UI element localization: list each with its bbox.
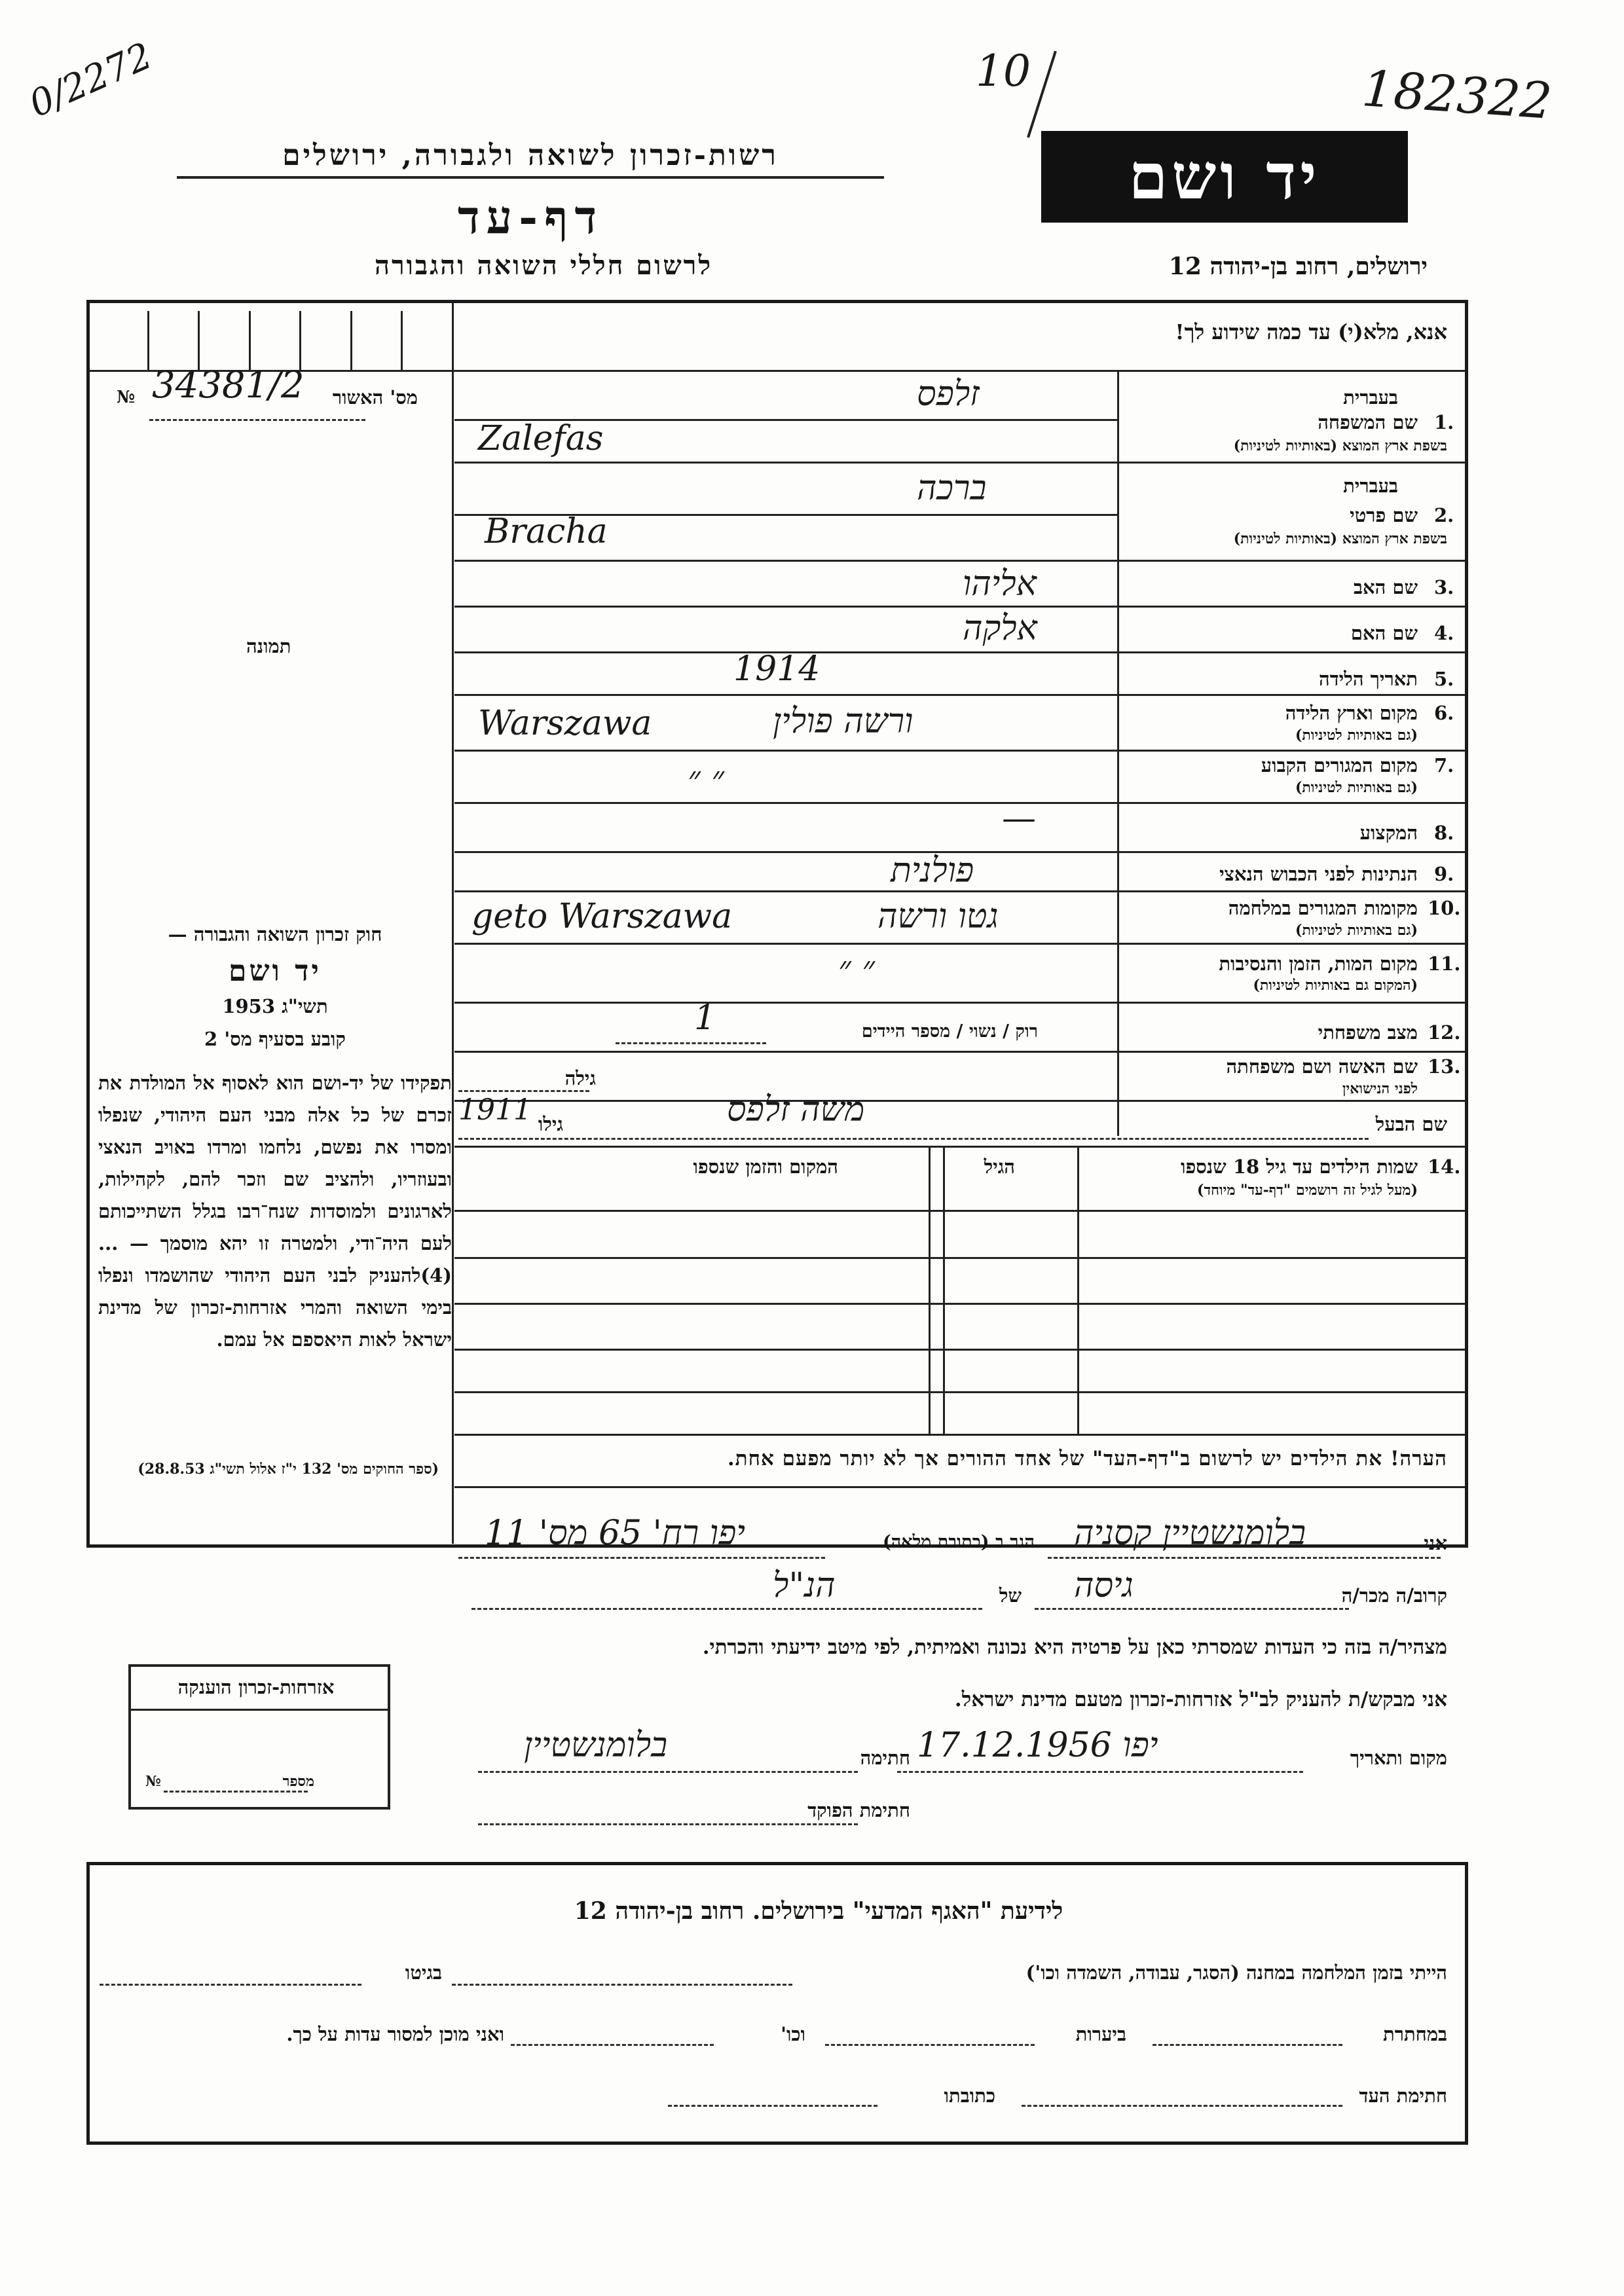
field11-value[interactable]: ״ ״ [838, 949, 876, 989]
field13-label: שם האשה ושם משפחתה [1226, 1055, 1418, 1078]
field3-line [454, 606, 1466, 608]
bottom-line2-dots-b [825, 2044, 1035, 2046]
law-year: תשי"ג 1953 [222, 995, 328, 1017]
field13-age-label: גילה [564, 1067, 596, 1089]
field10-sub: (גם באותיות לטיניות) [1295, 922, 1418, 939]
field4-label: שם האם [1350, 622, 1418, 644]
field2-line-latin [454, 560, 1117, 562]
field1-value-latin[interactable]: Zalefas [478, 419, 604, 458]
slash-mark [1022, 46, 1061, 144]
declarant-name[interactable]: בלומנשטיין קסניה [1074, 1514, 1306, 1553]
field11-line [454, 1002, 1466, 1004]
field13-husband-bottom [454, 1146, 1466, 1148]
husband-label: שם הבעל [1375, 1113, 1447, 1135]
field11-label: מקום המות, הזמן והנסיבות [1219, 953, 1418, 975]
row-sep-2 [1117, 560, 1466, 562]
approval-label: מס' האשור [332, 386, 418, 409]
bottom-line2-b: ביערות [1075, 2023, 1126, 2045]
field7-label: מקום המגורים הקבוע [1261, 754, 1418, 776]
bottom-line3-dots-b [668, 2105, 877, 2107]
field10-label: מקומות המגורים במלחמה [1228, 897, 1418, 919]
place-date-line [897, 1771, 1303, 1773]
field12-label: מצב משפחתי [1318, 1021, 1418, 1044]
bottom-line1-a: הייתי בזמן המלחמה במחנה (הסגר, עבודה, השמדה וכו') [1025, 1961, 1447, 1984]
citizenship-no-mark: № [145, 1773, 161, 1790]
children-col-sep-1 [1077, 1146, 1079, 1434]
field6-value-hebrew[interactable]: ורשה פולין [773, 702, 913, 741]
field13-line [454, 1100, 1466, 1102]
field9-num: 9. [1434, 863, 1454, 885]
field12-status-options: רוק / נשוי / מספר היידים [861, 1021, 1038, 1042]
field3-num: 3. [1434, 576, 1454, 598]
field7-num: 7. [1434, 754, 1454, 776]
citizenship-title-line [131, 1709, 388, 1711]
law-source: (ספר החוקים מס' 132 י"ז אלול תשי"ג 28.8.53) [138, 1461, 439, 1478]
field2-hebrew-tag: בעברית [1343, 475, 1398, 497]
bottom-line3-a: חתימת העד [1359, 2085, 1447, 2107]
office-cells [98, 311, 452, 370]
field1-num: 1. [1434, 411, 1454, 433]
field12-num: 12. [1428, 1021, 1461, 1044]
declarant-ani: אני [1424, 1532, 1447, 1554]
authority-name: רשות-זכרון לשואה ולגבורה, ירושלים [177, 139, 884, 179]
children-note: הערה! את הילדים יש לרשום ב"דף-העד" של אחד ההורים אך לא יותר מפעם אחת. [727, 1447, 1447, 1470]
bottom-line1-dots-b [100, 1984, 361, 1986]
field14-label: שמות הילדים עד גיל 18 שנספו [1181, 1156, 1418, 1178]
children-col-sep-2 [943, 1146, 945, 1434]
row-sep-1 [1117, 462, 1466, 464]
citizenship-title: אזרחות-זכרון הוענקה [177, 1676, 335, 1698]
officer-signature-line [478, 1823, 858, 1825]
field1-sub: בשפת ארץ המוצא (באותיות לטיניות) [1233, 437, 1447, 454]
header-address: ירושלים, רחוב בן-יהודה 12 [1168, 253, 1428, 280]
field13-sub: לפני הנישואין [1342, 1080, 1418, 1097]
field4-value[interactable]: אלקה [963, 609, 1037, 648]
field2-value-latin[interactable]: Bracha [485, 512, 608, 551]
page-title: דף-עד [457, 190, 604, 244]
husband-age-value[interactable]: 1911 [458, 1093, 532, 1127]
field14-sub: (מעל לגיל זה רושמים "דף-עד" מיוחד) [1197, 1182, 1418, 1199]
form-intro: אנא, מלא(י) עד כמה שידוע לך! [1175, 319, 1447, 344]
children-col-sep-3 [929, 1146, 931, 1434]
field12-line [454, 1051, 1466, 1053]
field12-children-count[interactable]: 1 [694, 998, 716, 1038]
place-date-value[interactable]: יפו 17.12.1956 [917, 1726, 1158, 1765]
field6-num: 6. [1434, 702, 1454, 724]
field9-label: הנתינות לפני הכבוש הנאצי [1219, 863, 1418, 885]
law-org: יד ושם [229, 955, 322, 988]
children-table-bottom [454, 1434, 1466, 1436]
bottom-title: לידיעת "האגף המדעי" בירושלים. רחוב בן-יהודה 12 [574, 1897, 1063, 1925]
left-column-divider [452, 302, 454, 1544]
signature-value[interactable]: בלומנשטיין [524, 1726, 668, 1765]
field7-sub: (גם באותיות לטיניות) [1295, 779, 1418, 796]
archive-annotation-top-left: 0/2272 [23, 34, 158, 126]
relative-value[interactable]: גיסה [1074, 1566, 1134, 1605]
husband-age-label: גילו [538, 1113, 563, 1135]
declaration-text: מצהיר/ה בזה כי העדות שמסרתי כאן על פרטיה היא נכונה ואמיתית, לפי מיטב ידיעתי והכרתי. [702, 1635, 1447, 1659]
bottom-line1-b: בגיטו [405, 1961, 442, 1984]
field11-num: 11. [1428, 953, 1461, 975]
of-value[interactable]: הנ"ל [773, 1566, 836, 1605]
declarant-living-label: הגר ב (כתובת מלאה) [882, 1532, 1035, 1552]
husband-dotline [458, 1138, 1369, 1140]
children-row-4 [454, 1391, 1466, 1393]
field4-num: 4. [1434, 622, 1454, 644]
field10-value-hebrew[interactable]: גטו ורשה [877, 897, 999, 936]
citizenship-no-label: מספר [282, 1773, 314, 1790]
field6-label: מקום וארץ הלידה [1285, 702, 1418, 724]
bottom-line3-b: כתובתו [944, 2085, 995, 2107]
bottom-line2-dots-c [511, 2044, 714, 2046]
field10-num: 10. [1428, 897, 1461, 919]
field5-value[interactable]: 1914 [733, 649, 821, 689]
archive-annotation-top-right: 182322 [1360, 58, 1554, 131]
field4-line [454, 651, 1466, 653]
field6-line [454, 750, 1466, 752]
archive-annotation-top-mid: 10 [976, 46, 1031, 96]
note-bottom-line [454, 1486, 1466, 1488]
field2-value-hebrew[interactable]: ברכה [917, 469, 987, 508]
law-title: חוק זכרון השואה והגבורה — [168, 923, 382, 945]
place-date-label: מקום ותאריך [1350, 1747, 1447, 1769]
declarant-address-line [458, 1557, 825, 1559]
approval-number: 34381/2 [152, 364, 304, 407]
of-label: של [999, 1584, 1022, 1607]
law-body: תפקידו של יד-ושם הוא לאסוף אל המולדת את זכרם של כל אלה מבני העם היהודי, שנפלו ומסרו את נפשם, נלחמו ומרדו באויב הנאצי ובעוזריו, ולהציב שם וזכר להם, לקהילות, לארגונים ולמוסדות שנח־רבו בגלל השתייכותם לעם היה־ודי, ולמטרה זו יהא מוסמך — ...(4)להעניק לבני העם היהודי שהושמדו ונפלו בימי השואה והמרי אזרחות-זכרון של מדינת ישראל לאות היאספם אל עמם. [98, 1072, 452, 1351]
field10-line [454, 943, 1466, 945]
children-row-2 [454, 1303, 1466, 1305]
field13-age-dotline [458, 1090, 589, 1092]
field14-num: 14. [1428, 1156, 1461, 1178]
field1-value-hebrew[interactable]: זלפס [917, 374, 980, 414]
field9-line [454, 890, 1466, 892]
field8-value[interactable]: — [1002, 799, 1036, 838]
field8-label: המקצוע [1359, 822, 1418, 844]
field3-value[interactable]: אליהו [963, 564, 1037, 604]
field7-value[interactable]: ״ ״ [688, 759, 725, 799]
field6-value-latin[interactable]: Warszawa [478, 704, 652, 743]
citizenship-no-line [164, 1791, 308, 1793]
relative-line [1035, 1608, 1349, 1610]
yad-vashem-logo: יד ושם [1041, 131, 1408, 223]
approval-line [149, 419, 365, 421]
field2-num: 2. [1434, 504, 1454, 526]
bottom-line2-d: ואני מוכן למסור עדות על כך. [286, 2023, 504, 2045]
declarant-address[interactable]: יפו רח' 65 מס' 11 [485, 1514, 745, 1553]
relative-label: קרוב/ה מכר/ה [1341, 1584, 1447, 1607]
children-row-3 [454, 1349, 1466, 1351]
husband-name-value[interactable]: משה זלפס [727, 1090, 865, 1129]
field12-dotline [616, 1042, 766, 1044]
children-col-age: הגיל [984, 1156, 1015, 1178]
children-row-1 [454, 1257, 1466, 1259]
signature-line [478, 1771, 858, 1773]
law-clause: קובע בסעיף מס' 2 [204, 1028, 346, 1050]
bottom-line2-c: וכו' [781, 2023, 805, 2045]
of-line [471, 1608, 982, 1610]
field6-sub: (גם באותיות לטיניות) [1295, 727, 1418, 744]
field1-label: שם המשפחה [1318, 411, 1418, 433]
page-subtitle: לרשום חללי השואה והגבורה [374, 250, 713, 281]
field5-num: 5. [1434, 668, 1454, 690]
bottom-line1-dots-a [452, 1984, 792, 1986]
field1-line-latin [454, 462, 1117, 464]
field5-line [454, 694, 1466, 696]
approval-no-mark: № [117, 388, 136, 407]
field5-label: תאריך הלידה [1319, 668, 1418, 690]
bottom-line2-dots-a [1153, 2044, 1342, 2046]
field3-label: שם האב [1353, 576, 1418, 598]
field11-sub: (המקום גם באותיות לטיניות) [1253, 977, 1418, 994]
children-header-line [454, 1210, 1466, 1212]
field8-num: 8. [1434, 822, 1454, 844]
field10-value-latin[interactable]: geto Warszawa [471, 897, 733, 936]
field2-sub: בשפת ארץ המוצא (באותיות לטיניות) [1233, 530, 1447, 547]
field13-num: 13. [1428, 1055, 1461, 1078]
bottom-line3-dots-a [1022, 2105, 1342, 2107]
request-text: אני מבקש/ת להעניק לב"ל אזרחות-זכרון מטעם מדינת ישראל. [954, 1688, 1447, 1711]
children-col-place: המקום והזמן שנספו [693, 1156, 838, 1178]
bottom-line2-a: במחתרת [1383, 2023, 1447, 2045]
field2-label: שם פרטי [1350, 504, 1418, 526]
field9-value[interactable]: פולנית [891, 851, 974, 890]
officer-signature-label: חתימת הפוקד [807, 1799, 910, 1821]
field1-hebrew-tag: בעברית [1343, 386, 1398, 409]
field7-line [454, 802, 1466, 804]
declarant-name-line [1048, 1557, 1441, 1559]
photo-label: תמונה [246, 635, 291, 657]
signature-label: חתימה [860, 1747, 910, 1769]
labels-column-divider [1117, 370, 1119, 1136]
